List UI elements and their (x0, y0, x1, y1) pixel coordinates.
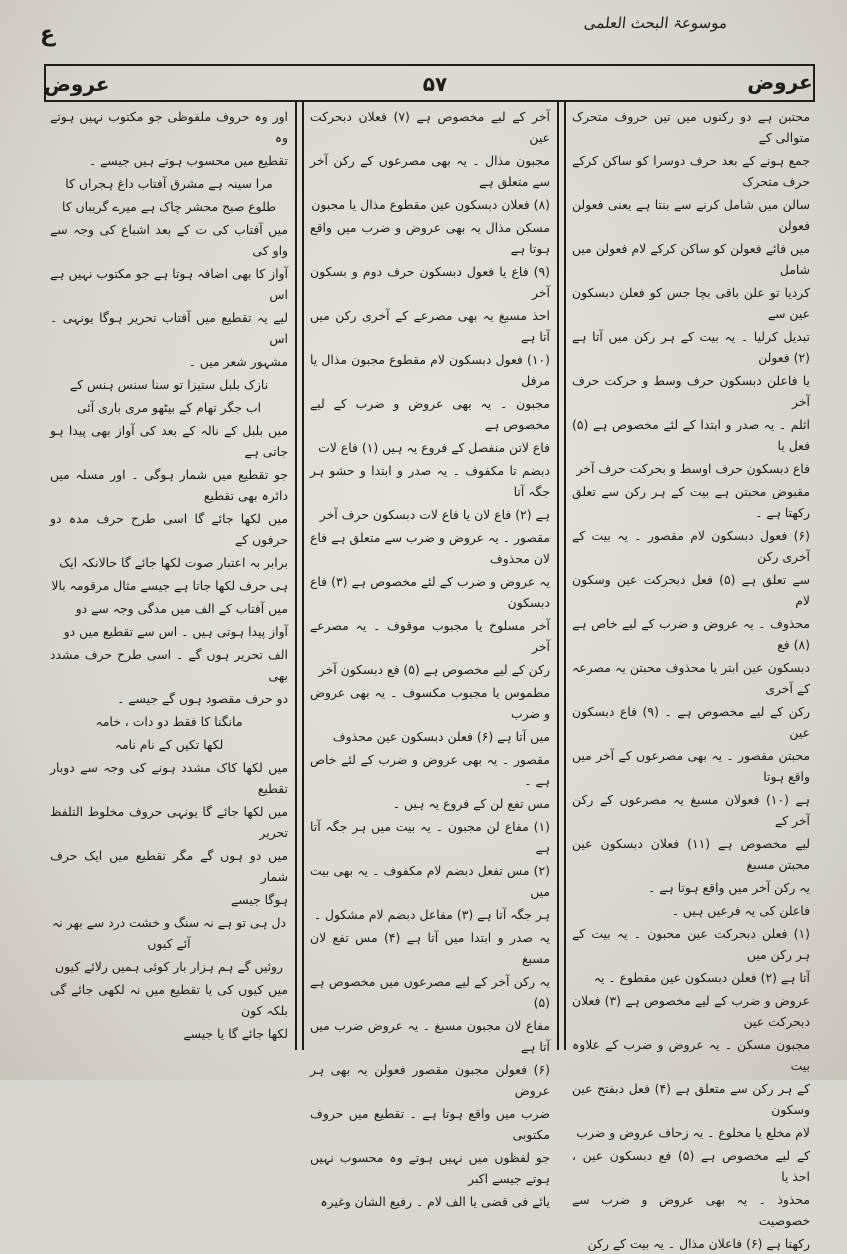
text-line: فاع لاتن منفصل کے فروع یہ ہیں (۱) فاع لات (318, 440, 550, 455)
text-line: ہر جگہ آتا ہے (۳) مفاعل دبضم لام مشکول ۔ (313, 907, 550, 922)
text-line: میں فائے فعولن کو ساکن کرکے لام فعولن میں شامل (572, 241, 810, 277)
text-line: اثلم ۔ یہ صدر و ابتدا کے لئے مخصوص ہے (۵) فعل یا (572, 417, 810, 453)
text-line: لکھا جائے گا یا جیسے (183, 1026, 288, 1041)
text-line: مسکن مذال یہ بھی عروض و ضرب میں واقع ہوتا ہے (310, 220, 550, 256)
text-line: محذوف ۔ یہ عروض و ضرب کے لیے خاص ہے (۸) فع (572, 616, 810, 652)
text-line: محتبن ہے دو رکنوں میں تین حروف متحرک متوالی کے (572, 109, 810, 145)
text-line: میں دو ہوں گے مگر تقطیع میں ایک حرف شمار (50, 848, 288, 884)
text-line: دو حرف مقصود ہوں گے جیسے ۔ (117, 691, 288, 706)
text-line: سے تعلق ہے (۵) فعل دبحرکت عین وسکون لام (572, 572, 810, 608)
text-line: رکن کے لیے مخصوص ہے ۔ (۹) فاع دبسکون عین (572, 704, 810, 740)
text-line: اب جگر تھام کے بیٹھو مری باری آئی (76, 400, 262, 415)
text-line: رکن کے لیے مخصوص ہے (۵) فع دبسکون آخر (318, 662, 550, 677)
text-line: ہوگا جیسے (231, 892, 288, 907)
text-line: یہ رکن آخر کے لیے مصرعوں میں مخصوص ہے (۵) (310, 974, 550, 1010)
text-line: میں کیوں کی یا تقطیع میں نہ لکھی جائے گی بلکہ کون (50, 982, 288, 1018)
text-line: لام مخلع یا مخلوع ۔ یہ زحاف عروض و ضرب (576, 1125, 810, 1140)
text-line: میں آفتاب کی ت کے بعد اشباع کی وجہ سے واو کی (50, 222, 288, 258)
header-title: موسوعۃ البحث العلمی (582, 14, 728, 32)
text-line: فاع دبسکون حرف اوسط و بحرکت حرف آخر (576, 461, 810, 476)
text-line: برابر بہ اعتبار صوت لکھا جائے گا حالانکہ ایک (59, 555, 288, 570)
text-line: یہ رکن آخر میں واقع ہوتا ہے ۔ (648, 880, 810, 895)
text-line: یہ عروض و ضرب کے لئے مخصوص ہے (۳) فاع دبسکون (310, 574, 550, 610)
text-line: سالن میں شامل کرنے سے بنتا ہے یعنی فعولن فعولن (572, 197, 810, 233)
text-line: کے لیے مخصوص ہے (۵) فع دبسکون عین ، احذ یا (572, 1148, 810, 1184)
text-line: یہ صدر و ابتدا میں آتا ہے (۴) مس تفع لان مسبغ (310, 930, 550, 966)
text-line: طلوع صبح محشر چاک ہے میرے گریباں کا (61, 199, 277, 214)
text-line: رکھتا ہے (۶) فاعلان مذال ۔ یہ بیت کے رکن (587, 1236, 810, 1251)
header-left-mark: ع (40, 22, 56, 47)
text-line: (۶) فعولن مجبون مقصور فعولن یہ بھی ہر عروض (310, 1062, 550, 1098)
text-line: اور وہ حروف ملفوظی جو مکتوب نہیں ہوتے وہ (50, 109, 288, 145)
text-line: مشہور شعر میں ۔ (188, 354, 288, 369)
text-line: ضرب میں واقع ہوتا ہے ۔ تقطیع میں حروف مکتوبی (310, 1106, 550, 1142)
text-line: مس تفع لن کے فروع یہ ہیں ۔ (392, 796, 550, 811)
text-line: آواز پیدا ہوتی ہیں ۔ اس سے تقطیع میں دو (63, 624, 288, 639)
column-divider-left (295, 100, 297, 1050)
top-rule (44, 64, 815, 66)
text-line: مجبون ۔ یہ بھی عروض و ضرب کے لیے مخصوص ہے (310, 396, 550, 432)
page-number: ۵۷ (422, 72, 448, 96)
text-line: آخر کے لیے مخصوص ہے (۷) فعلان دبحرکت عین (310, 109, 550, 145)
text-line: میں آتا ہے (۶) فعلن دبسکون عین محذوف (332, 729, 550, 744)
text-line: (۶) فعول دبسکون لام مقصور ۔ یہ بیت کے آخری رکن (572, 528, 810, 564)
text-line: مطموس یا مجبوب مکسوف ۔ یہ بھی عروض و ضرب (310, 685, 550, 721)
text-line: تبدیل کرلیا ۔ یہ بیت کے ہر رکن میں آتا ہے (۲) فعولن (572, 329, 810, 365)
text-line: نازک بلبل ستیزا تو سنا سنس ہنس کے (69, 377, 269, 392)
running-head-left: عروض (44, 72, 110, 96)
text-line: مجبون مسکن ۔ یہ عروض و ضرب کے علاوہ بیت (572, 1037, 810, 1073)
text-line: ہی حرف لکھا جاتا ہے جیسے مثال مرقومہ بالا (51, 578, 288, 593)
text-line: میں بلبل کے نالہ کے بعد کی آواز بھی پیدا ہو جاتی ہے (50, 423, 288, 459)
text-line: تقطیع میں محسوب ہوتے ہیں جیسے ۔ (88, 153, 288, 168)
text-line: (۹) فاع یا فعول دبسکون حرف دوم و بسکون آخر (310, 264, 550, 300)
text-line: جو تقطیع میں شمار ہوگی ۔ اور مسلہ میں دائرہ بھی تقطیع (50, 467, 288, 503)
column-left (44, 100, 294, 1064)
text-line: (۲) مس تفعل دبضم لام مکفوف ۔ یہ بھی بیت میں (310, 863, 550, 899)
text-line: لکھا تکیں کے نام نامہ (114, 737, 224, 752)
text-line: آتا ہے (۲) فعلن دبسکون عین مقطوع ۔ یہ (593, 970, 810, 985)
text-line: آواز کا بھی اضافہ ہوتا ہے جو مکتوب نہیں ہے اس (50, 266, 288, 302)
text-line: ہے (۱۰) فعولان مسبغ یہ مصرعوں کے رکن آخر کے (572, 792, 810, 828)
column-right (566, 100, 816, 1251)
text-line: مجبون مذال ۔ یہ بھی مصرعوں کے رکن آخر سے متعلق ہے (310, 153, 550, 189)
text-line: جمع ہونے کے بعد حرف دوسرا کو ساکن کرکے حرف متحرک (572, 153, 810, 189)
text-line: الف تحریر ہوں گے ۔ اسی طرح حرف مشدد بھی (50, 647, 288, 683)
running-head-right: عروض (747, 70, 813, 94)
text-line: محبتن مقصور ۔ یہ بھی مصرعوں کے آخر میں واقع ہوتا (572, 748, 810, 784)
text-line: (۱) فعلن دبحرکت عین محبون ۔ یہ بیت کے ہر رکن میں (572, 926, 810, 962)
column-middle (304, 100, 556, 1209)
text-line: محذوذ ۔ یہ بھی عروض و ضرب سے خصوصیت (572, 1192, 810, 1228)
text-line: میں لکھا جائے گا یونہی حروف مخلوط التلفظ تحریر (50, 804, 288, 840)
text-line: مقصور ۔ یہ عروض و ضرب سے متعلق ہے فاع لان محذوف (310, 530, 550, 566)
text-line: فاعلن کی یہ فرعیں ہیں ۔ (671, 903, 810, 918)
text-line: لیے یہ تقطیع میں آفتاب تحریر ہوگا یونہی ۔ اس (50, 310, 288, 346)
text-line: مانگنا کا فقط دو دات ، خامہ (95, 714, 243, 729)
column-divider-right (557, 100, 559, 1050)
text-line: مفاع لان مجبون مسبغ ۔ یہ عروض ضرب میں آتا ہے (310, 1018, 550, 1054)
text-line: آخر مسلوخ یا مجبوب موقوف ۔ یہ مصرعے آخر (310, 618, 550, 654)
text-line: میں آفتاب کے الف میں مدگی وجہ سے دو (75, 601, 288, 616)
text-line: احذ مسبغ یہ بھی مصرعے کے آخری رکن میں آتا ہے (310, 308, 550, 344)
text-line: مرا سینہ ہے مشرق آفتاب داغ ہجراں کا (65, 176, 273, 191)
text-line: یا فاعلن دبسکون حرف وسط و حرکت حرف آخر (572, 373, 810, 409)
text-line: (۱) مفاع لن مجبون ۔ یہ بیت میں ہر جگہ آتا ہے (310, 819, 550, 855)
text-line: روئیں گے ہم ہزار بار کوئی ہمیں رلائے کیوں (54, 959, 284, 974)
text-line: مقبوض محبتن ہے بیت کے ہر رکن سے تعلق رکھتا ہے ۔ (572, 484, 810, 520)
text-line: جو لفظوں میں نہیں ہوتے وہ محسوب نہیں ہوتے جیسے اکبر (310, 1150, 550, 1186)
text-line: میں لکھا جائے گا اسی طرح حرف مدہ دو حرفوں کے (50, 511, 288, 547)
text-line: دبسکون عین ابتر یا محذوف محبتن یہ مصرعہ کے آخری (572, 660, 810, 696)
text-line: عروض و ضرب کے لیے مخصوص ہے (۳) فعلان دبحرکت عین (572, 993, 810, 1029)
text-line: لیے مخصوص ہے (۱۱) فعلان دبسکون عین محبتن مسبغ (572, 836, 810, 872)
text-line: مقصور ۔ یہ بھی عروض و ضرب کے لئے خاص ہے ۔ (310, 752, 550, 788)
text-line: (۱۰) فعول دبسکون لام مقطوع مجبون مذال یا مرفل (310, 352, 550, 388)
text-line: کے ہر رکن سے متعلق ہے (۴) فعل دبفتح عین وسکون (572, 1081, 810, 1117)
text-line: (۸) فعلان دبسکون عین مقطوع مذال یا مجبون (311, 197, 550, 212)
text-line: کردیا تو علن باقی بچا جس کو فعلن دبسکون عین سے (572, 285, 810, 321)
text-line: ہے (۲) فاع لان یا فاع لات دبسکون حرف آخر (319, 507, 550, 522)
page-header (0, 10, 847, 65)
text-line: یائے فی قضی یا الف لام ۔ رفیع الشان وغیرہ (320, 1194, 550, 1209)
text-line: دل ہی تو ہے نہ سنگ و خشت درد سے بھر نہ آئے کیوں (52, 915, 286, 951)
text-line: میں لکھا کاک مشدد ہونے کی وجہ سے دوبار تقطیع (50, 760, 288, 796)
text-line: دبضم تا مکفوف ۔ یہ صدر و ابتدا و حشو ہر جگہ آتا (310, 463, 550, 499)
